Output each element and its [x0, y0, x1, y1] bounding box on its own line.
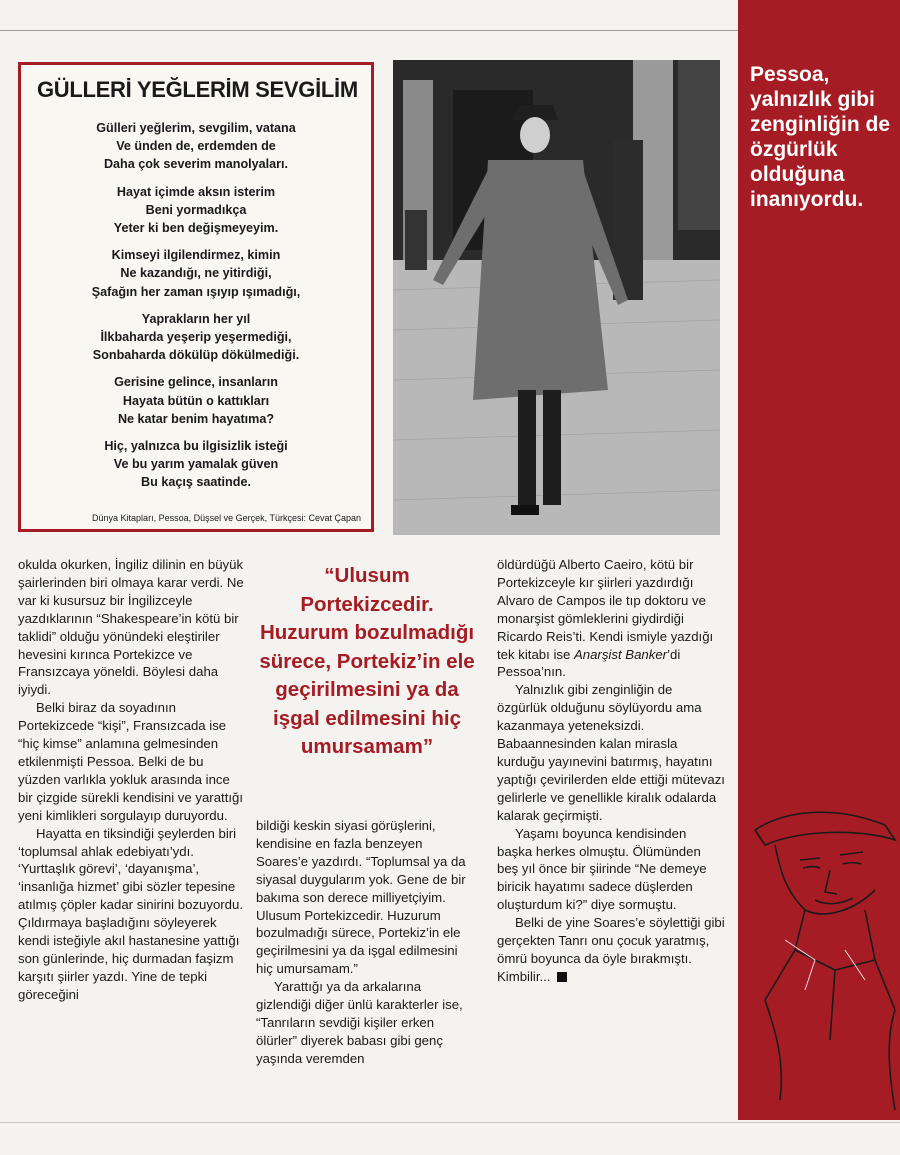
text-run: ’di Pessoa’nın. [497, 646, 681, 680]
poem-line: Yeter ki ben değişmeyeyim. [113, 221, 279, 236]
paragraph: okulda okurken, İngiliz dilinin en büyük şairlerinden biri olmaya karar verdi. Ne var ki kusursuz bir İngilizceyle yazdıklarının “Shakespeare’in kötü bir taklidi” olduğu yönündeki eleştiriler hevesini kırınca Portekizce ve Fransızcaya yöneldi. Böylesi daha iyiydi. [18, 557, 244, 698]
poem-stanza [21, 246, 371, 301]
poem-stanza [21, 310, 371, 365]
poem-box [18, 62, 374, 532]
poem-body [21, 119, 371, 501]
poem-line: İlkbaharda yeşerip yeşermediği, [100, 330, 292, 345]
paragraph: Yalnızlık gibi zenginliğin de özgürlük olduğunu söylüyordu ama kazanmaya yeteneksizdi. Babaannesinden kalan mirasla kurduğu yayınevini batırmış, hayatını yaptığı çevirilerden elde ettiği mütevazı gelirlerle ve genellikle kiralık odalarda kalarak geçirmişti. [497, 682, 725, 823]
poem-line: Ne kazandığı, ne yitirdiği, [120, 266, 272, 281]
paragraph: Hayatta en tiksindiği şeylerden biri ‘toplumsal ahlak edebiyatı’ydı. ‘Yurttaşlık görevi’, ‘dayanışma’, ‘insanlığa hizmet’ gibi sözler tepesine atılmış çöpler kadar sinirini bozuyordu. Çıldırmaya başladığını söyleyerek kendi isteğiyle akıl hastanesine yattığı son günlerinde, hiç durmadan faşizm karşıtı şiirler yazdı. Yine de tepki göreceğini [18, 825, 244, 1002]
poem-line: Daha çok severim manolyaları. [103, 157, 289, 172]
poem-stanza [21, 373, 371, 428]
poem-credit: Dünya Kitapları, Pessoa, Düşsel ve Gerçek, Türkçesi: Cevat Çapan [92, 513, 361, 523]
poem-line: Ne katar benim hayatıma? [117, 411, 275, 426]
poem-line: Bu kaçış saatinde. [141, 475, 251, 490]
poem-line: Hayata bütün o kattıkları [122, 393, 270, 408]
poem-line: Beni yormadıkça [145, 202, 247, 217]
poem-line: Ve bu yarım yamalak güven [113, 457, 279, 472]
article-column-2 [256, 817, 478, 1068]
paragraph: bildiği keskin siyasi görüşlerini, kendisine en fazla benzeyen Soares’e yazdırdı. “Toplumsal ya da siyasal duygularım yok. Gene de bir bakıma son derece milliyetçiyim. Ulusum Portekizcedir. Huzurum bozulmadığı sürece, Portekiz’in ele geçirilmesini ya da işgal edilmesini hiç umursamam.” [256, 818, 466, 977]
poem-line: Kimseyi ilgilendirmez, kimin [111, 248, 281, 263]
pull-quote: “Ulusum Portekizcedir. Huzurum bozulmadığı sürece, Portekiz’in ele geçirilmesini ya da işgal edilmesini hiç umursamam” [259, 564, 475, 758]
pessoa-street-photo [393, 60, 720, 535]
article-column-1 [18, 556, 244, 1004]
paragraph: Yaşamı boyunca kendisinden başka herkes olmuştu. Ölümünden beş yıl önce bir şiirinde “Ne demeye biricik hayatımı sadece düşlerden oluşturdum ki?” diye sormuştu. [497, 825, 707, 913]
poem-line: Gerisine gelince, insanların [114, 375, 278, 390]
paragraph [497, 914, 725, 986]
poem-line: Sonbaharda dökülüp dökülmediği. [92, 348, 300, 363]
poem-stanza [21, 119, 371, 174]
paragraph: Yarattığı ya da arkalarına gizlendiği diğer ünlü karakterler ise, “Tanrıların sevdiği kişiler erken ölürler” diyerek babası gibi genç yaşında veremden [256, 979, 463, 1066]
poem-stanza [21, 183, 371, 238]
end-of-article-mark [557, 972, 567, 982]
bottom-rule [0, 1122, 900, 1123]
poem-title: GÜLLERİ YEĞLERİM SEVGİLİM [37, 77, 358, 102]
pessoa-sketch-illustration [745, 800, 900, 1120]
poem-line: Şafağın her zaman ışıyıp ışımadığı, [91, 284, 301, 299]
poem-line: Hiç, yalnızca bu ilgisizlik isteği [104, 439, 288, 454]
paragraph [497, 556, 725, 681]
red-sidebar [738, 0, 900, 1120]
poem-line: Hayat içimde aksın isterim [116, 184, 276, 199]
top-rule [0, 30, 740, 31]
sidebar-quote: Pessoa, yalnızlık gibi zenginliğin de özgürlük olduğuna inanıyordu. [750, 63, 890, 211]
text-run: öldürdüğü Alberto Caeiro, kötü bir Portekizceyle kır şiirleri yazdırdığı Alvaro de Campos ile tıp doktoru ve monarşist gömleklerini giydirdiği Ricardo Reis’ti. Kendi ismiyle yazdığı tek kitabı ise [497, 557, 714, 662]
poem-line: Yaprakların her yıl [141, 311, 251, 326]
text-run: Belki de yine Soares’e söylettiği gibi gerçekten Tanrı onu çocuk yaratmış, ömrü boyunca da öyle bırakmıştı. Kimbilir... [497, 915, 725, 984]
paragraph: Belki biraz da soyadının Portekizcede “kişi”, Fransızcada ise “hiç kimse” anlamına gelmesinden etkilenmişti Pessoa. Belki de bu yüzden varlıkla yokluk arasında ince bir çizgide sürekli kendisini ve yarattığı yeni kimlikleri sorgulayıp duruyordu. [18, 700, 244, 823]
poem-stanza [21, 437, 371, 492]
book-title: Anarşist Banker [573, 646, 668, 662]
article-column-3 [497, 556, 725, 986]
poem-line: Ve ünden de, erdemden de [116, 139, 276, 154]
poem-line: Gülleri yeğlerim, sevgilim, vatana [96, 121, 296, 135]
